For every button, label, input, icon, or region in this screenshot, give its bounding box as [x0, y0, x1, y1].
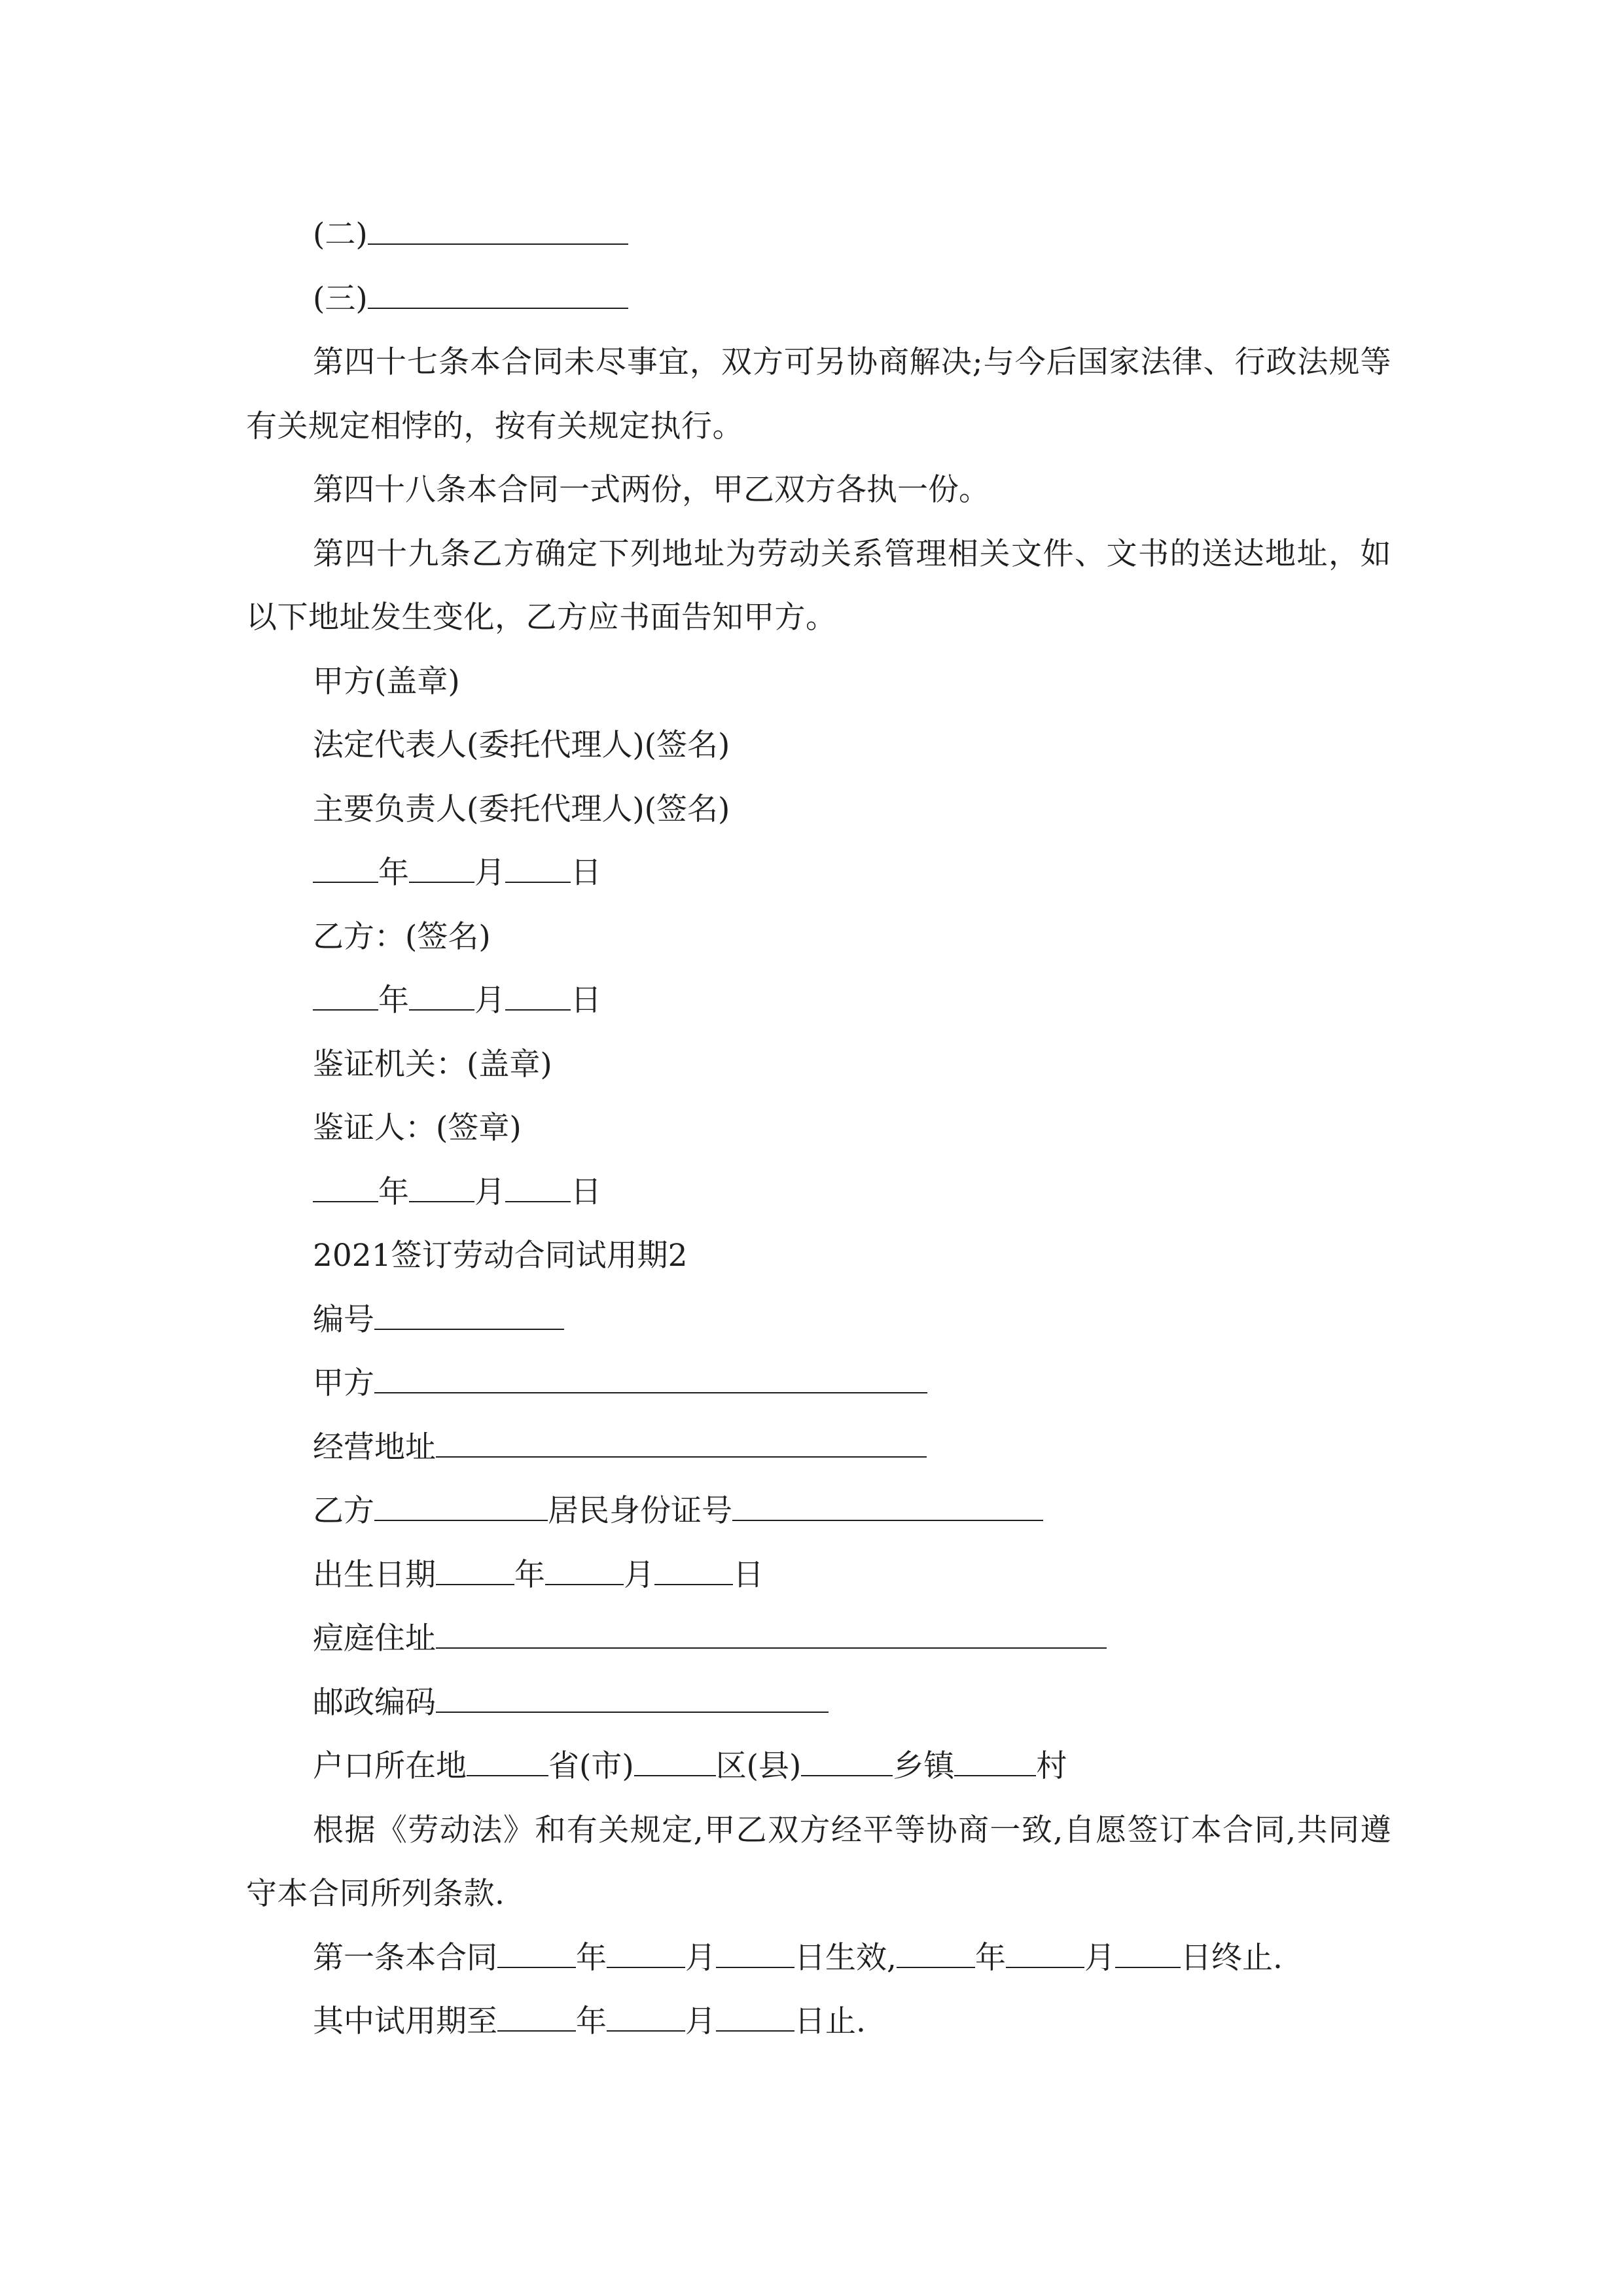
day-blank[interactable] [716, 1939, 794, 1968]
item-three-label: (三) [313, 280, 368, 317]
province-label: 省(市) [548, 1748, 634, 1784]
month-label: 月 [685, 1939, 716, 1976]
postcode-label: 邮政编码 [313, 1684, 436, 1721]
article-47: 第四十七条本合同未尽事宜，双方可另协商解决;与今后国家法律、行政法规等有关规定相悖的，按有关规定执行。 [246, 344, 1391, 444]
town-label: 乡镇 [893, 1748, 955, 1784]
number-label: 编号 [313, 1301, 374, 1338]
party-b-sign: 乙方：(签名) [313, 918, 491, 955]
document-body [246, 203, 1391, 2054]
date-line-3 [246, 1160, 1391, 1225]
year-blank[interactable] [436, 1556, 514, 1585]
month-label: 月 [474, 855, 505, 891]
month-label: 月 [1084, 1939, 1115, 1976]
party-a-seal: 甲方(盖章) [313, 663, 460, 700]
month-label: 月 [474, 982, 505, 1018]
day-blank[interactable] [505, 1174, 571, 1202]
month-blank[interactable] [409, 982, 474, 1011]
item-two [246, 203, 1391, 267]
year-label: 年 [378, 855, 409, 891]
day-label: 日 [571, 982, 601, 1018]
verifier: 鉴证人：(签章) [313, 1110, 522, 1146]
birth-date-label: 出生日期 [313, 1556, 436, 1593]
section-title-2: 2021签订劳动合同试用期2 [313, 1238, 688, 1274]
item-three [246, 267, 1391, 331]
date-line-1 [246, 841, 1391, 905]
month-blank[interactable] [409, 1174, 474, 1202]
month-blank[interactable] [607, 2003, 685, 2032]
home-address-line [246, 1607, 1391, 1671]
business-address-line [246, 1416, 1391, 1480]
home-address-label: 痘庭住址 [313, 1621, 436, 1657]
blank-field[interactable] [368, 280, 628, 309]
district-label: 区(县) [715, 1748, 802, 1784]
main-head: 主要负责人(委托代理人)(签名) [313, 791, 730, 827]
year-label: 年 [576, 2003, 607, 2039]
year-label: 年 [378, 982, 409, 1018]
year-blank[interactable] [497, 2003, 576, 2032]
probation-line [246, 1990, 1391, 2054]
item-two-label: (二) [313, 217, 368, 253]
day-label: 日 [571, 855, 601, 891]
legal-representative: 法定代表人(委托代理人)(签名) [313, 727, 730, 763]
village-blank[interactable] [954, 1748, 1036, 1776]
id-number-blank[interactable] [732, 1492, 1043, 1521]
number-line [246, 1288, 1391, 1352]
home-address-blank[interactable] [436, 1620, 1107, 1649]
id-number-label: 居民身份证号 [548, 1493, 732, 1529]
hukou-label: 户口所在地 [313, 1748, 467, 1784]
year-blank[interactable] [313, 1174, 378, 1202]
town-blank[interactable] [801, 1748, 893, 1776]
blank-field[interactable] [368, 216, 628, 245]
month-label: 月 [624, 1556, 654, 1593]
year-blank[interactable] [497, 1939, 576, 1968]
intro-paragraph: 根据《劳动法》和有关规定,甲乙双方经平等协商一致,自愿签订本合同,共同遵守本合同所列条款. [246, 1812, 1391, 1912]
month-label: 月 [474, 1174, 505, 1210]
year-label: 年 [576, 1939, 607, 1976]
day-blank[interactable] [505, 982, 571, 1011]
probation-end: 日止. [794, 2003, 866, 2039]
year-blank[interactable] [313, 982, 378, 1011]
postcode-blank[interactable] [436, 1684, 829, 1713]
postcode-line [246, 1671, 1391, 1735]
year-label: 年 [378, 1174, 409, 1210]
day-blank[interactable] [654, 1556, 733, 1585]
day-blank[interactable] [716, 2003, 794, 2032]
party-b-line [246, 1479, 1391, 1543]
year-blank[interactable] [897, 1939, 975, 1968]
province-blank[interactable] [467, 1748, 548, 1776]
year-label: 年 [514, 1556, 545, 1593]
date-line-2 [246, 969, 1391, 1033]
article-1-effective: 日生效, [794, 1939, 897, 1976]
article-49: 第四十九条乙方确定下列地址为劳动关系管理相关文件、文书的送达地址，如以下地址发生变化，乙方应书面告知甲方。 [246, 535, 1391, 636]
party-a-label: 甲方 [313, 1365, 374, 1401]
month-label: 月 [685, 2003, 716, 2039]
article-1-prefix: 第一条本合同 [313, 1939, 497, 1976]
business-address-label: 经营地址 [313, 1429, 436, 1465]
district-blank[interactable] [634, 1748, 716, 1776]
party-a-blank[interactable] [374, 1365, 927, 1393]
day-label: 日 [733, 1556, 764, 1593]
day-blank[interactable] [505, 854, 571, 883]
business-address-blank[interactable] [436, 1429, 927, 1458]
day-blank[interactable] [1115, 1939, 1181, 1968]
day-label: 日 [571, 1174, 601, 1210]
year-label: 年 [974, 1939, 1006, 1976]
hukou-line [246, 1734, 1391, 1799]
party-b-blank[interactable] [374, 1492, 548, 1521]
number-blank[interactable] [374, 1301, 564, 1330]
month-blank[interactable] [545, 1556, 624, 1585]
party-b-label: 乙方 [313, 1493, 374, 1529]
village-label: 村 [1036, 1748, 1067, 1784]
year-blank[interactable] [313, 854, 378, 883]
month-blank[interactable] [1006, 1939, 1084, 1968]
party-a-line [246, 1352, 1391, 1416]
article-48: 第四十八条本合同一式两份，甲乙双方各执一份。 [313, 472, 990, 508]
month-blank[interactable] [409, 854, 474, 883]
birth-date-line [246, 1543, 1391, 1607]
verifier-org: 鉴证机关：(盖章) [313, 1046, 552, 1083]
month-blank[interactable] [607, 1939, 685, 1968]
article-1-end: 日终止. [1180, 1939, 1283, 1976]
probation-prefix: 其中试用期至 [313, 2003, 497, 2039]
article-1 [246, 1926, 1391, 1990]
